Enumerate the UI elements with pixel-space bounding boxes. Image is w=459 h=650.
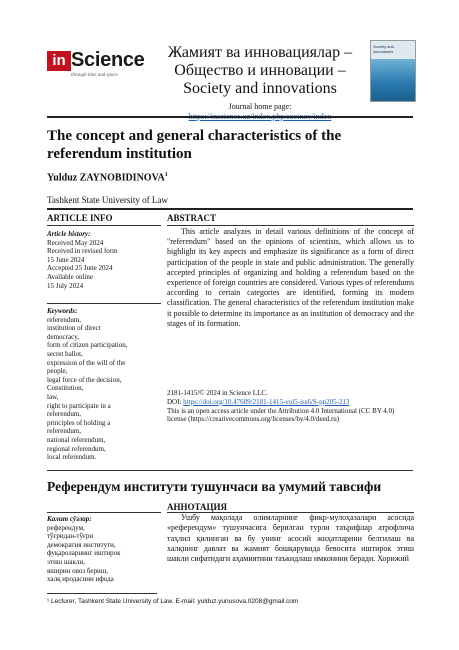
uz-annotation-text: Ушбу мақолада олимларнинг фикр-мулоҳазалари асосида «референдум» тушунчасига берилган турли таърифлар атрофлича таҳлил қилинган ва бу унинг асосий жиҳатларини белгилаш ва халқнинг давлат ва жамият бошқарувида бевосита иштирок этиш шакли сифатидаги аҳамиятини таъкидлаш имконини беради. Хорижий xyxy=(167,513,414,564)
journal-header xyxy=(160,44,360,122)
author-affiliation: Tashkent State University of Law xyxy=(47,195,168,205)
uz-keyword-line: этиш шакли, xyxy=(47,557,85,566)
uz-keyword-line: демократия институти, xyxy=(47,540,116,549)
article-title: The concept and general characteristics of the referendum institution xyxy=(47,128,342,162)
doi-line: DOI: https://doi.org/10.47689/2181-1415-vol5-iss6/S-pp205-213 xyxy=(167,397,350,406)
uz-keyword-line: фуқароларнинг иштирок xyxy=(47,549,121,558)
keyword-line: national referendum, xyxy=(47,435,106,444)
article-history-label: Article history: xyxy=(47,230,91,238)
keyword-line: democracy, xyxy=(47,332,79,341)
abstract-heading: ABSTRACT xyxy=(167,213,217,223)
footnote-rule xyxy=(47,593,157,594)
journal-homepage-label: Journal home page: xyxy=(228,102,292,111)
uz-annotation-heading: АННОТАЦИЯ xyxy=(167,502,228,512)
journal-logo xyxy=(47,43,145,85)
history-line: 15 June 2024 xyxy=(47,255,85,264)
article-metadata xyxy=(167,389,414,424)
author-footnote-mark: 1 xyxy=(164,172,168,178)
keyword-line: regional referendum, xyxy=(47,444,106,453)
uz-keywords-list xyxy=(47,515,161,584)
uz-keyword-line: халқ иродасини ифода xyxy=(47,575,114,584)
history-line: 15 July 2024 xyxy=(47,281,84,290)
keyword-line: secret ballot, xyxy=(47,349,83,358)
keywords-rule xyxy=(47,303,161,304)
section-divider xyxy=(47,470,413,471)
keyword-line: principles of holding a xyxy=(47,418,111,427)
keywords-label: Keywords: xyxy=(47,307,78,315)
title-divider xyxy=(47,208,413,210)
keywords-list xyxy=(47,307,161,462)
header-divider xyxy=(47,116,413,118)
uz-keywords-rule xyxy=(47,512,161,513)
keyword-line: legal force of the decision, xyxy=(47,375,122,384)
article-history xyxy=(47,230,161,290)
keyword-line: right to participate in a xyxy=(47,401,111,410)
abstract-text: This article analyzes in detail various definitions of the concept of "referendum" based on the opinions of scientists, which allows us to highlight its key aspects and emphasize its significance as a form of direct participation of the people in state and public administration. The generally accepted principles of organizing and holding a referendum based on the experience of foreign countries are considered. Various types of referendums according to certain categories are identified, forming its modern classification. The general characteristics of the referendum institution make it possible to determine its importance as an institution of democracy and the stages of its formation. xyxy=(167,227,414,328)
keyword-line: law, xyxy=(47,392,59,401)
keyword-line: referendum, xyxy=(47,410,82,419)
keyword-line: local referendum. xyxy=(47,453,97,462)
journal-title-line-1: Жамият ва инновациялар – xyxy=(167,44,353,61)
abstract-rule xyxy=(167,225,414,226)
doi-link[interactable]: https://doi.org/10.47689/2181-1415-vol5-iss6/S-pp205-213 xyxy=(183,397,350,406)
uz-keywords-label: Калит сўзлар: xyxy=(47,515,92,523)
logo-science-text: Science xyxy=(71,49,145,71)
article-info-heading: ARTICLE INFO xyxy=(47,213,113,223)
keyword-line: referendum, xyxy=(47,315,82,324)
uz-keyword-line: референдум, xyxy=(47,523,85,532)
journal-cover-image xyxy=(370,40,416,102)
article-info-rule xyxy=(47,225,161,226)
history-line: Received May 2024 xyxy=(47,238,104,247)
history-line: Available online xyxy=(47,272,93,281)
keyword-line: referendum, xyxy=(47,427,82,436)
history-line: Accepted 25 June 2024 xyxy=(47,264,113,273)
logo-in-mark: in xyxy=(47,51,71,71)
keyword-line: institution of direct xyxy=(47,324,101,333)
journal-title-line-2: Общество и инновации – xyxy=(174,62,346,79)
issn-line: 2181-1415/© 2024 in Science LLC. xyxy=(167,389,268,397)
cover-title: Society and innovations xyxy=(373,44,394,54)
logo-tagline: through time and space xyxy=(71,73,118,78)
author-footnote: ¹ Lecturer, Tashkent State University of Law. E-mail: yulduz.yunusova.0208@gmail.com xyxy=(47,598,299,605)
author-name: Yulduz ZAYNOBIDINOVA$^1$ xyxy=(47,172,168,184)
keyword-line: Constitution, xyxy=(47,384,84,393)
keyword-line: form of citizen participation, xyxy=(47,341,128,350)
uz-title: Референдум институти тушунчаси ва умумий тавсифи xyxy=(47,479,382,494)
history-line: Received in revised form xyxy=(47,247,118,256)
uz-keyword-line: яширин овоз бериш, xyxy=(47,566,108,575)
keyword-line: expression of the will of the xyxy=(47,358,126,367)
keyword-line: people, xyxy=(47,367,68,376)
uz-keyword-line: тўғридан-тўғри xyxy=(47,532,94,541)
license-text: This is an open access article under the Attribution 4.0 International (CC BY 4.0) license (https://creativecommons.org/licenses/by/4.0/deed.ru) xyxy=(167,406,395,424)
journal-title-line-3: Society and innovations xyxy=(183,80,337,97)
